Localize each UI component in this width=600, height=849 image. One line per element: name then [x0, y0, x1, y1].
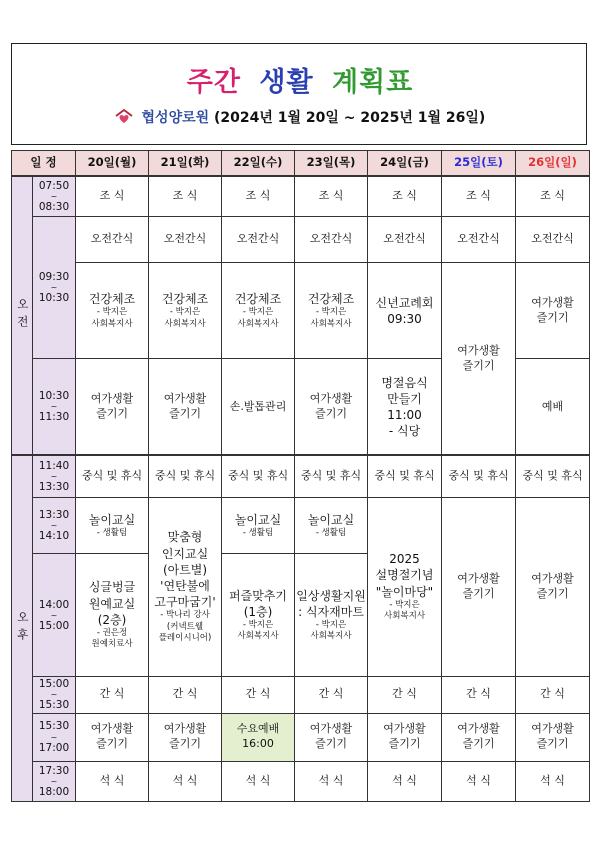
schedule-cell-exercise: 건강체조 - 박지은 사회복지사 [222, 263, 295, 359]
lunch-row [12, 455, 590, 497]
time-snack: 15:00 ~ 15:30 [33, 676, 76, 713]
schedule-cell-leisure: 여가생활 즐기기 [442, 263, 516, 456]
schedule-cell-leisure: 여가생활 즐기기 [295, 713, 368, 761]
time-late-afternoon: 15:30 ~ 17:00 [33, 713, 76, 761]
schedule-cell: 중식 및 휴식 [222, 455, 295, 497]
schedule-cell: 간 식 [222, 676, 295, 713]
schedule-cell: 석 식 [368, 761, 442, 801]
schedule-cell-leisure: 여가생활 즐기기 [516, 498, 590, 677]
schedule-cell: 오전간식 [149, 216, 222, 262]
schedule-cell-play-class: 놀이교실 - 생활팀 [295, 498, 368, 554]
schedule-cell: 조 식 [516, 176, 590, 216]
time-morning: 09:30 ~ 10:30 [33, 216, 76, 359]
schedule-cell-play-class: 놀이교실 - 생활팀 [222, 498, 295, 554]
morning-snack-row [12, 216, 590, 262]
subtitle [0, 107, 600, 129]
schedule-cell: 오전간식 [295, 216, 368, 262]
weekly-schedule-table [11, 150, 590, 802]
time-late-morning: 10:30 ~ 11:30 [33, 359, 76, 455]
schedule-cell-exercise: 건강체조 - 박지은 사회복지사 [149, 263, 222, 359]
schedule-cell: 오전간식 [516, 216, 590, 262]
schedule-cell: 석 식 [442, 761, 516, 801]
time-breakfast: 07:50 ~ 08:30 [33, 176, 76, 216]
schedule-cell: 조 식 [442, 176, 516, 216]
period-range: (2024년 1월 20일 ~ 2025년 1월 26일) [214, 110, 486, 126]
schedule-cell: 조 식 [295, 176, 368, 216]
day-header-mon: 20일(월) [76, 151, 149, 177]
page-title [0, 60, 600, 99]
day-header-fri: 24일(금) [368, 151, 442, 177]
schedule-cell-leisure: 여가생활 즐기기 [76, 713, 149, 761]
schedule-cell: 오전간식 [442, 216, 516, 262]
early-afternoon-row [12, 498, 590, 554]
time-lunch: 11:40 ~ 13:30 [33, 455, 76, 497]
schedule-cell-leisure: 여가생활 즐기기 [295, 359, 368, 455]
schedule-cell: 오전간식 [222, 216, 295, 262]
period-pm: 오후 [12, 455, 33, 801]
schedule-cell-wed-worship: 수요예배 16:00 [222, 713, 295, 761]
schedule-cell: 중식 및 휴식 [76, 455, 149, 497]
schedule-cell-daily-support: 일상생활지원 : 식자재마트 - 박지은 사회복지사 [295, 554, 368, 677]
schedule-cell-memorial: 2025 설명절기념 "놀이마당" - 박지은 사회복지사 [368, 498, 442, 677]
schedule-cell: 조 식 [76, 176, 149, 216]
schedule-cell-leisure: 여가생활 즐기기 [149, 359, 222, 455]
time-early-afternoon: 13:30 ~ 14:10 [33, 498, 76, 554]
schedule-cell-exercise: 건강체조 - 박지은 사회복지사 [295, 263, 368, 359]
dinner-row [12, 761, 590, 801]
schedule-cell: 간 식 [149, 676, 222, 713]
schedule-cell: 간 식 [295, 676, 368, 713]
schedule-cell-play-class: 놀이교실 - 생활팀 [76, 498, 149, 554]
schedule-cell-leisure: 여가생활 즐기기 [516, 713, 590, 761]
schedule-cell: 석 식 [76, 761, 149, 801]
schedule-cell: 중식 및 휴식 [368, 455, 442, 497]
schedule-cell: 간 식 [442, 676, 516, 713]
org-name: 협성양로원 [141, 110, 210, 126]
day-header-sun: 26일(일) [516, 151, 590, 177]
schedule-cell-cognitive: 맞춤형 인지교실 (아트별) '연탄불에 고구마굽기' - 박나리 강사 (커넥트웰 플레이시니어) [149, 498, 222, 677]
schedule-cell: 중식 및 휴식 [442, 455, 516, 497]
exercise-row [12, 263, 590, 359]
heart-house-icon [115, 109, 133, 129]
day-header-thu: 23일(목) [295, 151, 368, 177]
day-header-sat: 25일(토) [442, 151, 516, 177]
day-header-tue: 21일(화) [149, 151, 222, 177]
schedule-cell: 석 식 [149, 761, 222, 801]
date-label-header: 일 정 [12, 151, 76, 177]
schedule-cell: 중식 및 휴식 [149, 455, 222, 497]
breakfast-row [12, 176, 590, 216]
schedule-cell-leisure: 여가생활 즐기기 [442, 498, 516, 677]
time-afternoon: 14:00 ~ 15:00 [33, 554, 76, 677]
schedule-cell: 중식 및 휴식 [516, 455, 590, 497]
late-afternoon-row [12, 713, 590, 761]
schedule-cell-worship: 예배 [516, 359, 590, 455]
schedule-cell-garden: 싱글벙글 원예교실 (2층) - 권은정 원예치료사 [76, 554, 149, 677]
schedule-cell-leisure: 여가생활 즐기기 [76, 359, 149, 455]
schedule-cell: 조 식 [149, 176, 222, 216]
schedule-cell-leisure: 여가생활 즐기기 [149, 713, 222, 761]
header-row [12, 151, 590, 177]
schedule-cell: 간 식 [76, 676, 149, 713]
schedule-cell-nail-care: 손.발톱관리 [222, 359, 295, 455]
schedule-cell-holiday-food: 명절음식 만들기 11:00 - 식당 [368, 359, 442, 455]
schedule-cell: 석 식 [516, 761, 590, 801]
title-word-weekly: 주간 [186, 67, 241, 98]
schedule-cell: 간 식 [516, 676, 590, 713]
schedule-cell-exercise: 건강체조 - 박지은 사회복지사 [76, 263, 149, 359]
schedule-cell: 조 식 [368, 176, 442, 216]
schedule-cell-leisure: 여가생활 즐기기 [442, 713, 516, 761]
schedule-cell-puzzle: 퍼즐맞추기 (1층) - 박지은 사회복지사 [222, 554, 295, 677]
schedule-cell: 석 식 [295, 761, 368, 801]
schedule-cell: 간 식 [368, 676, 442, 713]
title-word-life: 생활 [259, 67, 314, 98]
schedule-cell: 조 식 [222, 176, 295, 216]
time-dinner: 17:30 ~ 18:00 [33, 761, 76, 801]
period-am: 오전 [12, 176, 33, 455]
schedule-cell: 석 식 [222, 761, 295, 801]
schedule-cell: 중식 및 휴식 [295, 455, 368, 497]
day-header-wed: 22일(수) [222, 151, 295, 177]
schedule-cell: 오전간식 [76, 216, 149, 262]
schedule-cell-leisure: 여가생활 즐기기 [516, 263, 590, 359]
schedule-cell-newyear: 신년교례회 09:30 [368, 263, 442, 359]
title-word-plan: 계획표 [331, 67, 414, 98]
schedule-cell-leisure: 여가생활 즐기기 [368, 713, 442, 761]
schedule-cell: 오전간식 [368, 216, 442, 262]
afternoon-snack-row [12, 676, 590, 713]
